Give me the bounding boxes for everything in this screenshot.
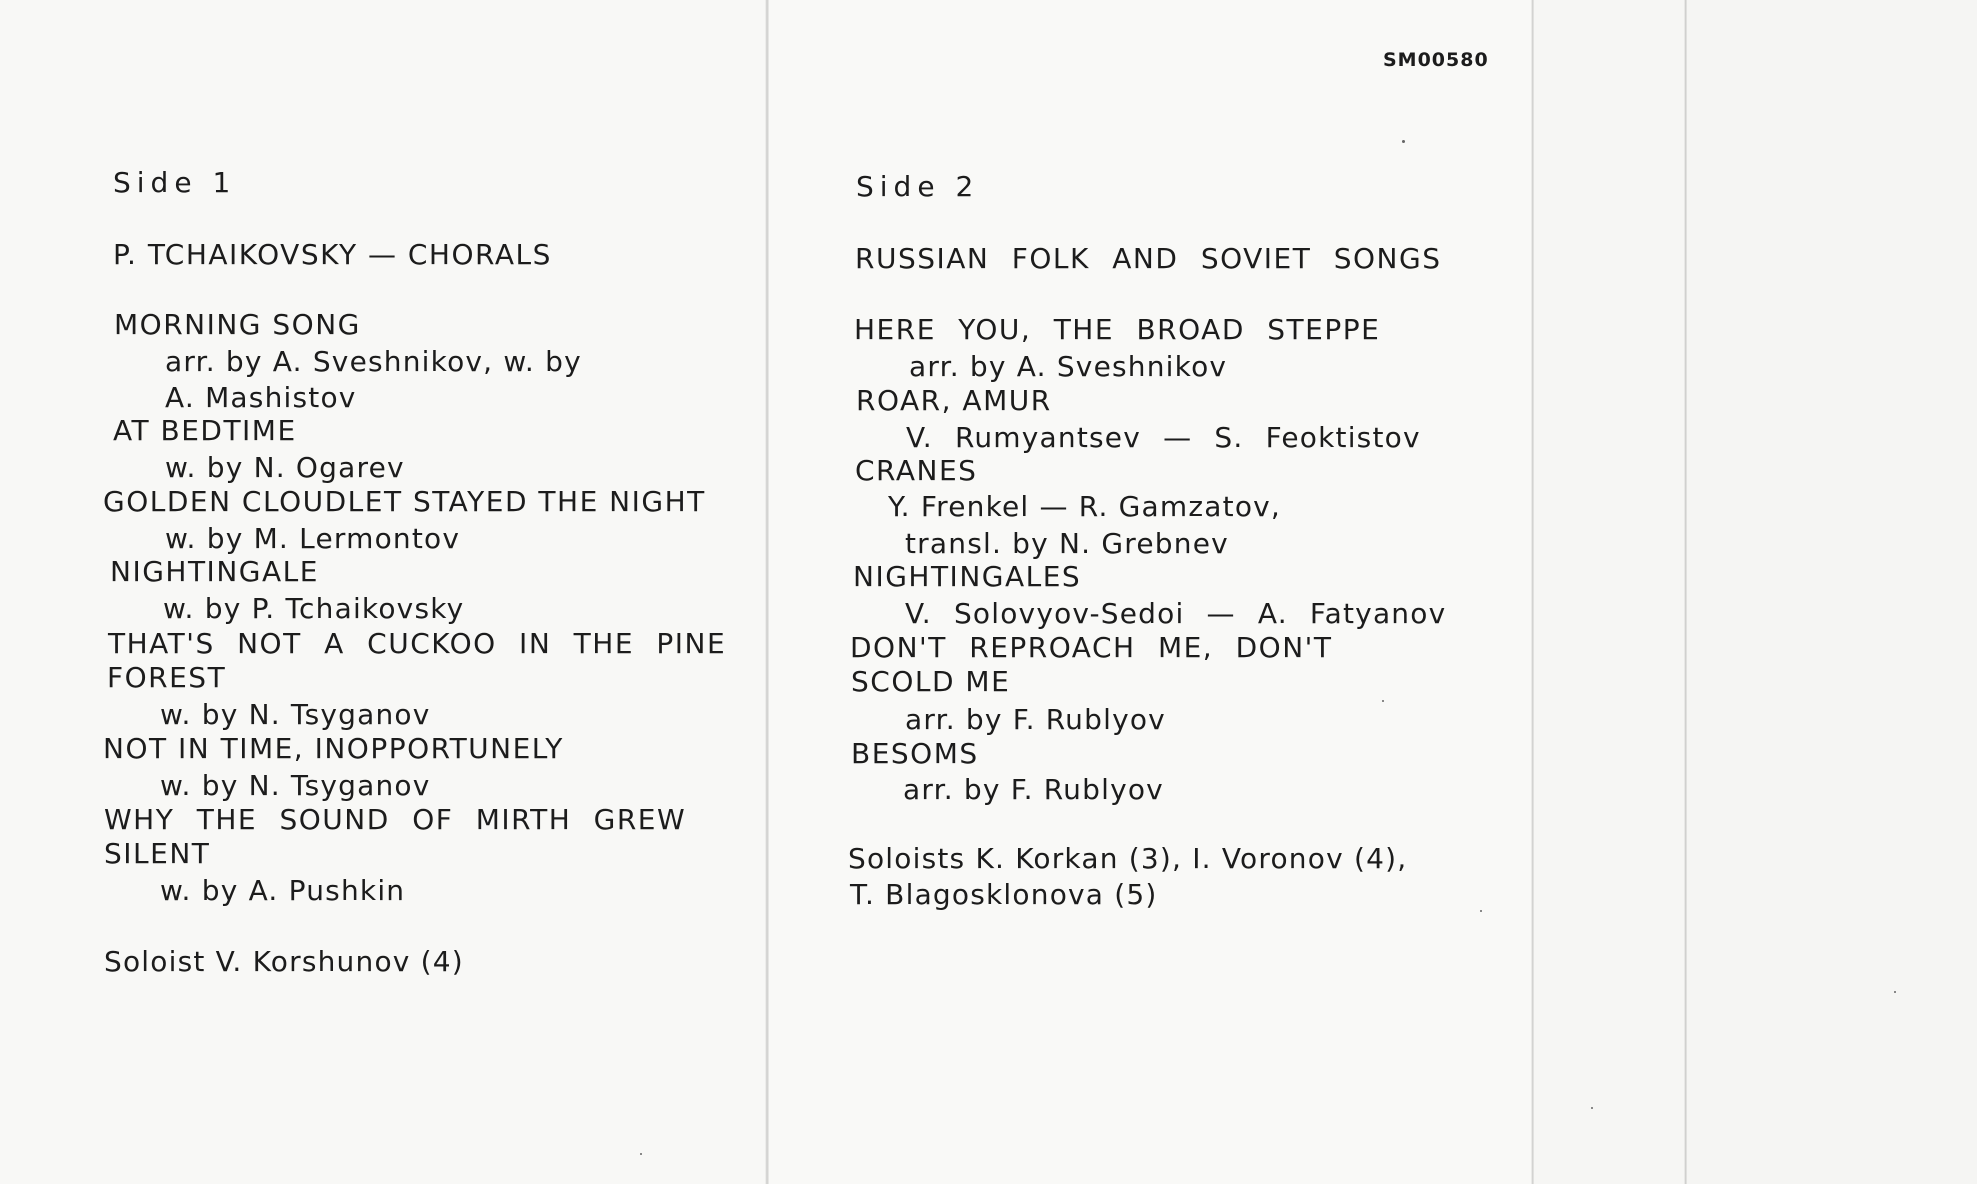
song-title: NIGHTINGALES [853,560,1082,593]
song-credit: transl. by N. Grebnev [905,527,1229,560]
song-credit: w. by M. Lermontov [165,522,461,555]
song-credit: Y. Frenkel — R. Gamzatov, [888,490,1282,523]
song-credit: arr. by F. Rublyov [905,703,1166,736]
side-2-soloists: Soloists K. Korkan (3), I. Voronov (4), [848,842,1408,875]
song-title: SILENT [104,837,211,870]
song-title: SCOLD ME [851,665,1011,698]
song-title: HERE YOU, THE BROAD STEPPE [854,313,1381,346]
paper-speck [1480,910,1482,912]
song-title: FOREST [107,661,227,694]
song-title: NOT IN TIME, INOPPORTUNELY [103,732,564,765]
side-2-soloists: T. Blagosklonova (5) [850,878,1158,911]
song-title: CRANES [855,454,978,487]
song-title: NIGHTINGALE [110,555,319,588]
song-title: THAT'S NOT A CUCKOO IN THE PINE [108,627,727,660]
song-credit: arr. by A. Sveshnikov, w. by [165,345,582,378]
song-credit: w. by N. Tsyganov [160,698,431,731]
song-title: MORNING SONG [114,308,361,341]
panel-flap [1685,0,1977,1184]
paper-speck [1402,140,1405,143]
panel-spine [1533,0,1685,1184]
song-title: AT BEDTIME [113,414,297,447]
fold-crease [765,0,769,1184]
song-title: BESOMS [851,737,979,770]
song-credit: arr. by F. Rublyov [903,773,1164,806]
side-1-label: Side 1 [113,166,237,199]
paper-speck [1894,991,1896,993]
side-1-soloist: Soloist V. Korshunov (4) [104,945,464,978]
side-2-label: Side 2 [856,170,980,203]
song-title: WHY THE SOUND OF MIRTH GREW [104,803,687,836]
song-credit: w. by N. Tsyganov [160,769,431,802]
song-credit: A. Mashistov [165,381,357,414]
paper-speck [1382,700,1384,702]
song-credit: V. Solovyov-Sedoi — A. Fatyanov [905,597,1447,630]
side-1-title: P. TCHAIKOVSKY — CHORALS [113,238,552,271]
song-title: GOLDEN CLOUDLET STAYED THE NIGHT [103,485,706,518]
paper-speck [1591,1107,1593,1109]
song-title: ROAR, AMUR [856,384,1052,417]
fold-crease [1531,0,1534,1184]
song-credit: w. by N. Ogarev [165,451,405,484]
catalog-code: SM00580 [1383,49,1489,71]
fold-crease [1684,0,1687,1184]
song-credit: w. by A. Pushkin [160,874,406,907]
side-2-title: RUSSIAN FOLK AND SOVIET SONGS [855,242,1442,275]
song-credit: arr. by A. Sveshnikov [909,350,1228,383]
song-credit: V. Rumyantsev — S. Feoktistov [906,421,1421,454]
song-title: DON'T REPROACH ME, DON'T [850,631,1333,664]
paper-speck [640,1153,642,1155]
song-credit: w. by P. Tchaikovsky [163,592,465,625]
